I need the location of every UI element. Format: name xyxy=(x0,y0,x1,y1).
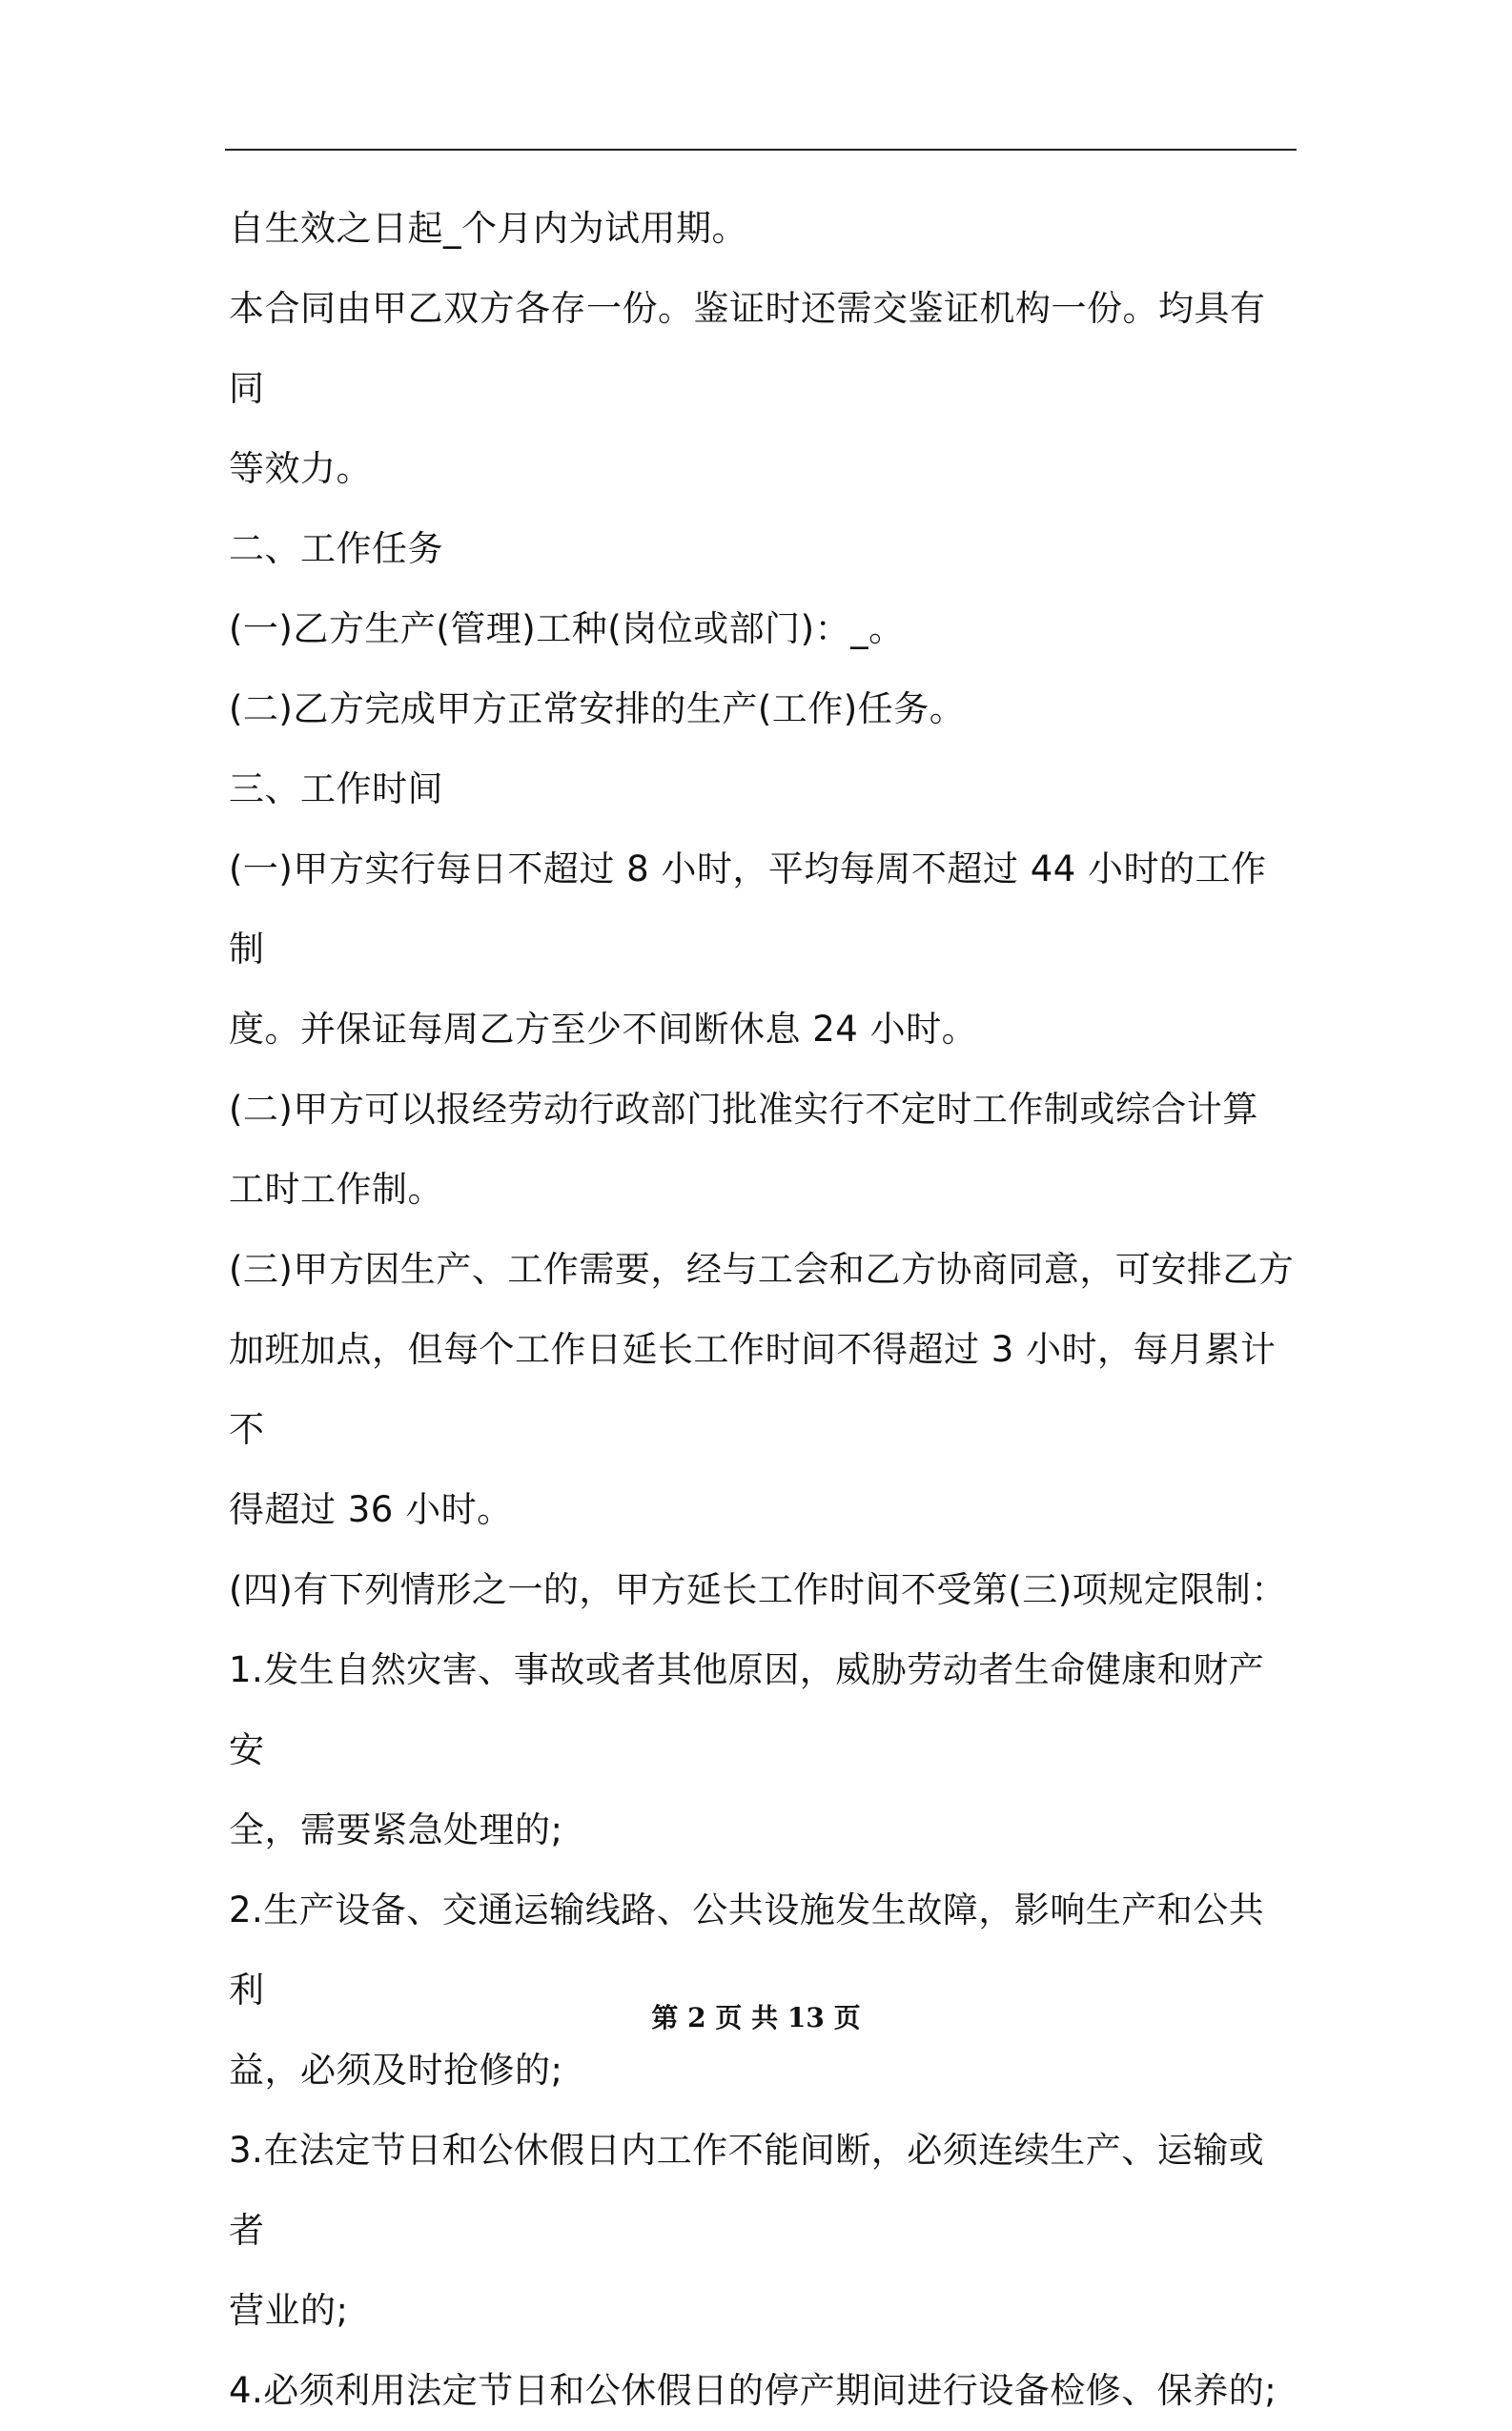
section-heading: 三、工作时间 xyxy=(229,768,443,809)
paragraph-line: (四)有下列情形之一的，甲方延长工作时间不受第(三)项规定限制： xyxy=(229,1569,1287,1610)
paragraph-line: 1.发生自然灾害、事故或者其他原因，威胁劳动者生命健康和财产安 xyxy=(229,1649,1265,1770)
document-body xyxy=(229,189,1297,2431)
paragraph-line: 2.生产设备、交通运输线路、公共设施发生故障，影响生产和公共利 xyxy=(229,1890,1265,2011)
header-divider xyxy=(225,149,1297,151)
paragraph-line: (二)甲方可以报经劳动行政部门批准实行不定时工作制或综合计算 xyxy=(229,1089,1258,1130)
paragraph-line: (一)甲方实行每日不超过 8 小时，平均每周不超过 44 小时的工作制 xyxy=(229,848,1267,970)
paragraph-line: 度。并保证每周乙方至少不间断休息 24 小时。 xyxy=(229,1009,978,1050)
paragraph-line: 工时工作制。 xyxy=(229,1169,443,1210)
paragraph-line: 自生效之日起_个月内为试用期。 xyxy=(229,208,747,249)
paragraph-line: (二)乙方完成甲方正常安排的生产(工作)任务。 xyxy=(229,688,966,729)
paragraph-line: (一)乙方生产(管理)工种(岗位或部门)：_。 xyxy=(229,608,905,649)
paragraph-line: 益，必须及时抢修的; xyxy=(229,2050,563,2091)
paragraph-line: 4.必须利用法定节日和公休假日的停产期间进行设备检修、保养的; xyxy=(229,2370,1277,2411)
paragraph-line: 营业的; xyxy=(229,2290,349,2331)
paragraph-line: 本合同由甲乙双方各存一份。鉴证时还需交鉴证机构一份。均具有同 xyxy=(229,288,1266,409)
paragraph-line: 加班加点，但每个工作日延长工作时间不得超过 3 小时，每月累计不 xyxy=(229,1329,1277,1450)
paragraph-line: 得超过 36 小时。 xyxy=(229,1489,513,1530)
paragraph-line: (三)甲方因生产、工作需要，经与工会和乙方协商同意，可安排乙方 xyxy=(229,1249,1295,1290)
paragraph-line: 全，需要紧急处理的; xyxy=(229,1809,563,1850)
section-heading: 二、工作任务 xyxy=(229,528,443,569)
page-number-footer: 第 2 页 共 13 页 xyxy=(651,2002,861,2033)
paragraph-line: 3.在法定节日和公休假日内工作不能间断，必须连续生产、运输或者 xyxy=(229,2130,1265,2251)
paragraph-line: 等效力。 xyxy=(229,448,372,489)
